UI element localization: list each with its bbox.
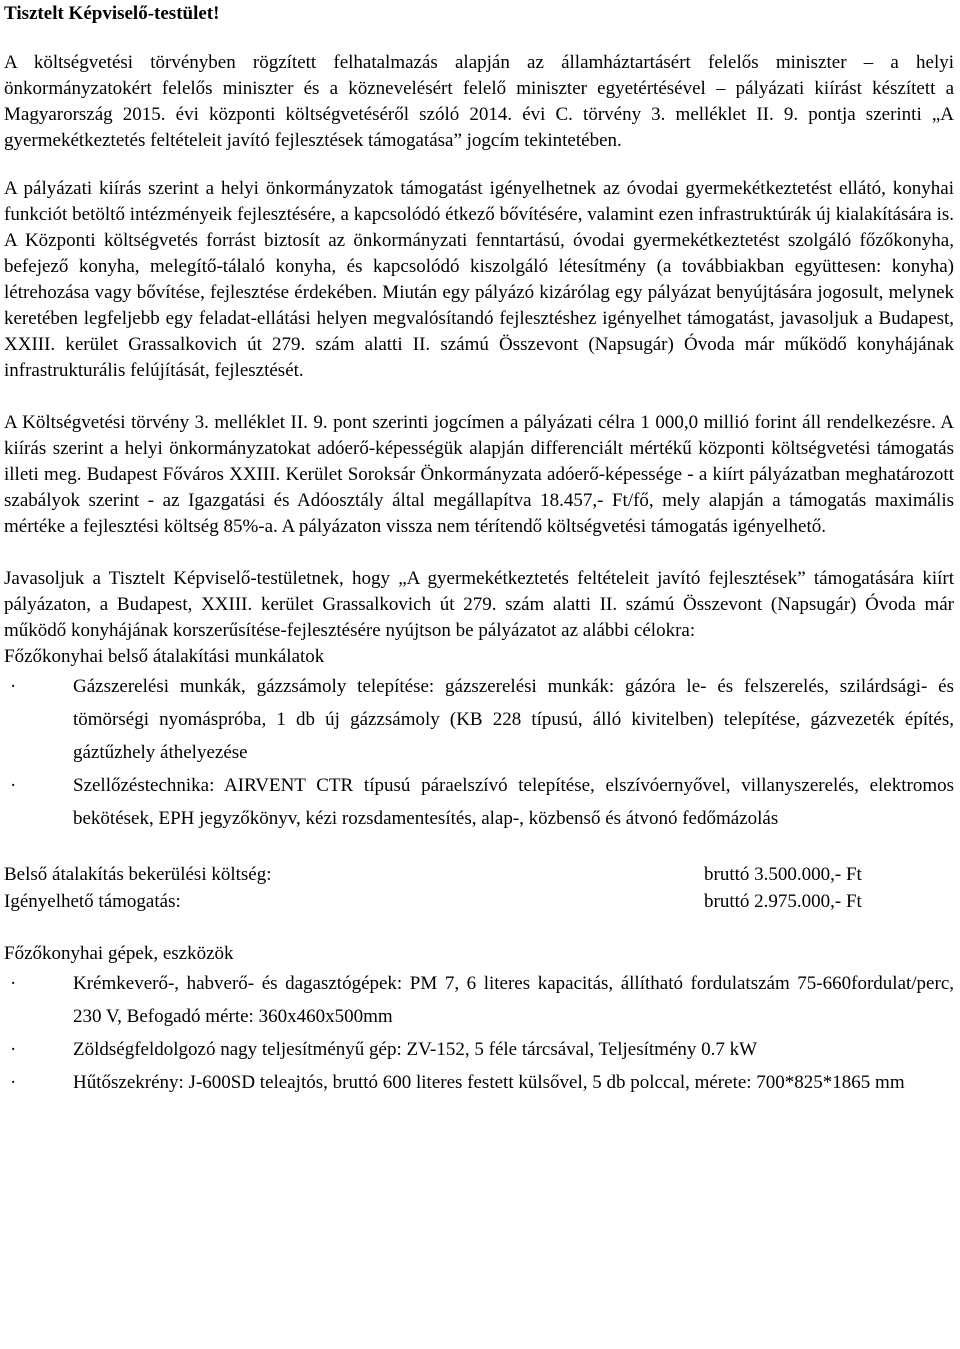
bullet-icon: · <box>10 676 17 697</box>
salutation-heading: Tisztelt Képviselő-testület! <box>4 3 220 24</box>
cost-value: bruttó 3.500.000,- Ft <box>704 864 862 885</box>
cost-row-support <box>4 888 954 915</box>
list-item-text: Szellőzéstechnika: AIRVENT CTR típusú páraelszívó telepítése, elszívóernyővel, villanyszerelés, elektromos bekötések, EPH jegyzőkönyv, kézi rozsdamentesítés, alap-, közbenső és átvonó fedőmázolás <box>73 775 954 829</box>
section-title-kitchen-works: Főzőkonyhai belső átalakítási munkálatok <box>4 646 325 667</box>
list-item <box>4 1066 954 1099</box>
paragraph-intro: A költségvetési törvényben rögzített felhatalmazás alapján az államháztartásért felelős miniszter – a helyi önkormányzatokért felelős miniszter és a köznevelésért felelő miniszter egyetértésével – pályázati kiírást készített a Magyarország 2015. évi központi költségvetéséről szóló 2014. évi C. törvény 3. melléklet II. 9. pontja szerinti „A gyermekétkeztetés feltételeit javító fejlesztések támogatása” jogcím tekintetében. <box>4 52 954 151</box>
bullet-icon: · <box>10 1039 17 1060</box>
kitchen-equipment-list <box>4 967 954 1099</box>
list-item <box>4 1033 954 1066</box>
paragraph-proposal: Javasoljuk a Tisztelt Képviselő-testületnek, hogy „A gyermekétkeztetés feltételeit javító fejlesztések” támogatására kiírt pályázaton, a Budapest, XXIII. kerület Grassalkovich út 279. szám alatti II. számú Összevont (Napsugár) Óvoda már működő konyhájának korszerűsítése-fejlesztésére nyújtson be pályázatot az alábbi célokra: <box>4 568 954 641</box>
paragraph-budget: A Költségvetési törvény 3. melléklet II. 9. pont szerinti jogcímen a pályázati célra 1 000,0 millió forint áll rendelkezésre. A kiírás szerint a helyi önkormányzatokat adóerő-képességük alapján differenciált mértékű központi költségvetési támogatás illeti meg. Budapest Főváros XXIII. Kerület Soroksár Önkormányzata adóerő-képessége - a kiírt pályázatban meghatározott szabályok szerint - az Igazgatási és Adóosztály által megállapítva 18.457,- Ft/fő, mely alapján a támogatás maximális mértéke a fejlesztési költség 85%-a. A pályázaton vissza nem térítendő költségvetési támogatás igényelhető. <box>4 412 954 537</box>
list-item <box>4 967 954 1033</box>
list-item-text: Zöldségfeldolgozó nagy teljesítményű gép: ZV-152, 5 féle tárcsával, Teljesítmény 0.7 kW <box>73 1039 758 1060</box>
list-item-text: Hűtőszekrény: J-600SD teleajtós, bruttó 600 literes festett külsővel, 5 db polccal, mérete: 700*825*1865 mm <box>73 1072 905 1093</box>
bullet-icon: · <box>10 973 17 994</box>
list-item <box>4 670 954 769</box>
paragraph-tender-terms: A pályázati kiírás szerint a helyi önkormányzatok támogatást igényelhetnek az óvodai gyermekétkeztetést ellátó, konyhai funkciót betöltő intézményeik fejlesztésére, a kapcsolódó étkező bővítésére, valamint ezen infrastruktúrák új kialakítására is. A Központi költségvetés forrást biztosít az önkormányzati fenntartású, óvodai gyermekétkeztetést szolgáló főzőkonyha, befejező konyha, melegítő-tálaló konyha, és kapcsolódó kiszolgáló létesítmény (a továbbiakban együttesen: konyha) létrehozása vagy bővítése, fejlesztése érdekében. Miután egy pályázó kizárólag egy pályázat benyújtására jogosult, melynek keretében legfeljebb egy feladat-ellátási helyen megvalósítandó fejlesztéshez igényelhet támogatást, javasoljuk a Budapest, XXIII. kerület Grassalkovich út 279. szám alatti II. számú Összevont (Napsugár) Óvoda már működő konyhájának infrastrukturális felújítását, fejlesztését. <box>4 178 954 381</box>
kitchen-works-list <box>4 670 954 835</box>
cost-label: Belső átalakítás bekerülési költség: <box>4 864 272 885</box>
cost-row-total <box>4 861 954 888</box>
bullet-icon: · <box>10 775 17 796</box>
list-item-text: Krémkeverő-, habverő- és dagasztógépek: PM 7, 6 literes kapacitás, állítható fordulatszám 75-660fordulat/perc, 230 V, Befogadó mérte: 360x460x500mm <box>73 973 954 1027</box>
bullet-icon: · <box>10 1072 17 1093</box>
list-item <box>4 769 954 835</box>
section-title-kitchen-equipment: Főzőkonyhai gépek, eszközök <box>4 943 234 964</box>
cost-value: bruttó 2.975.000,- Ft <box>704 891 862 912</box>
cost-label: Igényelhető támogatás: <box>4 891 181 912</box>
list-item-text: Gázszerelési munkák, gázzsámoly telepítése: gázszerelési munkák: gázóra le- és felszerelés, szilárdsági- és tömörségi nyomáspróba, 1 db új gázzsámoly (KB 228 típusú, álló kivitelben) telepítése, gázvezeték építés, gáztűzhely áthelyezése <box>73 676 954 763</box>
